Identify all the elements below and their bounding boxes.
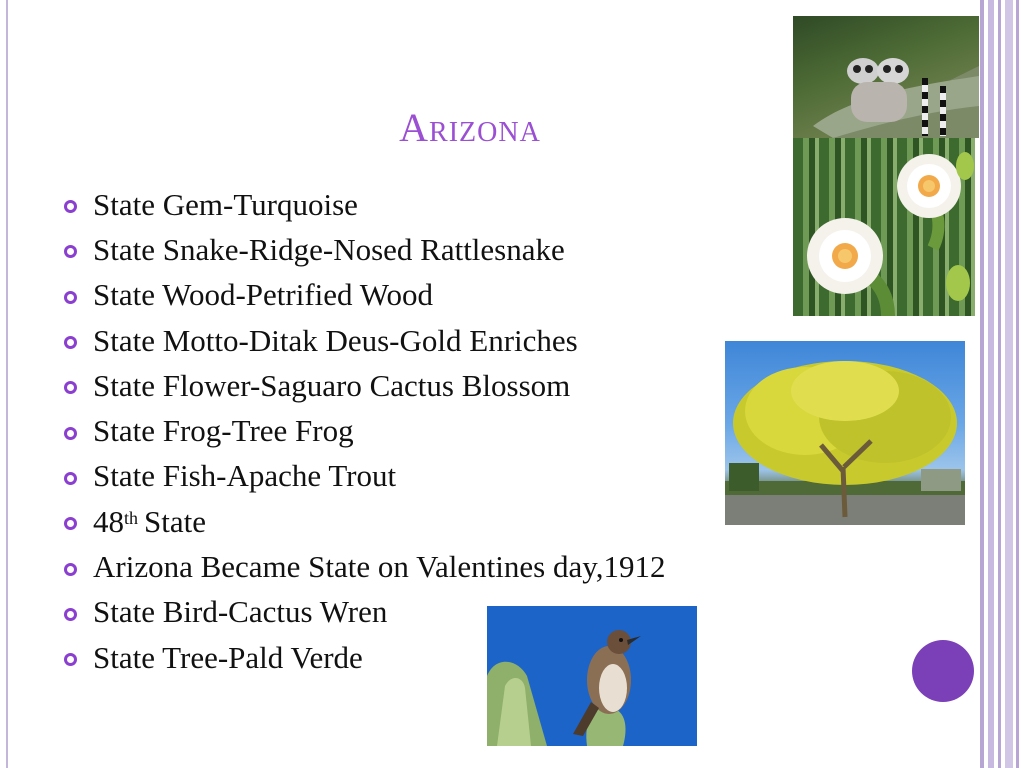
right-stripe [1005, 0, 1013, 768]
bullet-text: State Bird-Cactus Wren [93, 594, 388, 630]
bullet-text: State Fish-Apache Trout [93, 458, 397, 494]
bullet-text: Arizona Became State on Valentines day,1912 [93, 549, 666, 585]
saguaro-blossom-photo [793, 138, 975, 316]
right-stripe [980, 0, 984, 768]
right-stripe [1016, 0, 1019, 768]
list-item [62, 318, 665, 363]
lemur-photo [793, 16, 979, 138]
list-item [62, 363, 665, 408]
list-item [62, 273, 665, 318]
list-item [62, 499, 665, 544]
bullet-ring-icon [64, 608, 77, 621]
slide-title: Arizona [399, 105, 541, 150]
bullet-ring-icon [64, 427, 77, 440]
list-item [62, 544, 665, 589]
bullet-text: State Motto-Ditak Deus-Gold Enriches [93, 322, 578, 358]
right-stripe [998, 0, 1001, 768]
bullet-ring-icon [64, 245, 77, 258]
bullet-ring-icon [64, 291, 77, 304]
palo-verde-tree-photo [725, 341, 965, 525]
list-item [62, 454, 665, 499]
accent-circle [912, 640, 974, 702]
list-item [62, 408, 665, 453]
bullet-text: State Wood-Petrified Wood [93, 277, 433, 313]
right-stripe [988, 0, 994, 768]
bullet-text: State Gem-Turquoise [93, 186, 358, 222]
bullet-text: State Tree-Pald Verde [93, 639, 363, 675]
bullet-ring-icon [64, 381, 77, 394]
bullet-ring-icon [64, 200, 77, 213]
bullet-text: State Flower-Saguaro Cactus Blossom [93, 367, 571, 403]
ordinal-suffix: th [124, 508, 139, 529]
list-item [62, 182, 665, 227]
bullet-ring-icon [64, 336, 77, 349]
bullet-ring-icon [64, 472, 77, 485]
cactus-wren-photo [487, 606, 697, 746]
bullet-text: State Snake-Ridge-Nosed Rattlesnake [93, 231, 565, 267]
list-item [62, 227, 665, 272]
bullet-ring-icon [64, 653, 77, 666]
state-number: 48 [93, 503, 124, 539]
bullet-text: State Frog-Tree Frog [93, 413, 354, 449]
bullet-ring-icon [64, 563, 77, 576]
bullet-text: State [144, 503, 207, 539]
bullet-ring-icon [64, 517, 77, 530]
